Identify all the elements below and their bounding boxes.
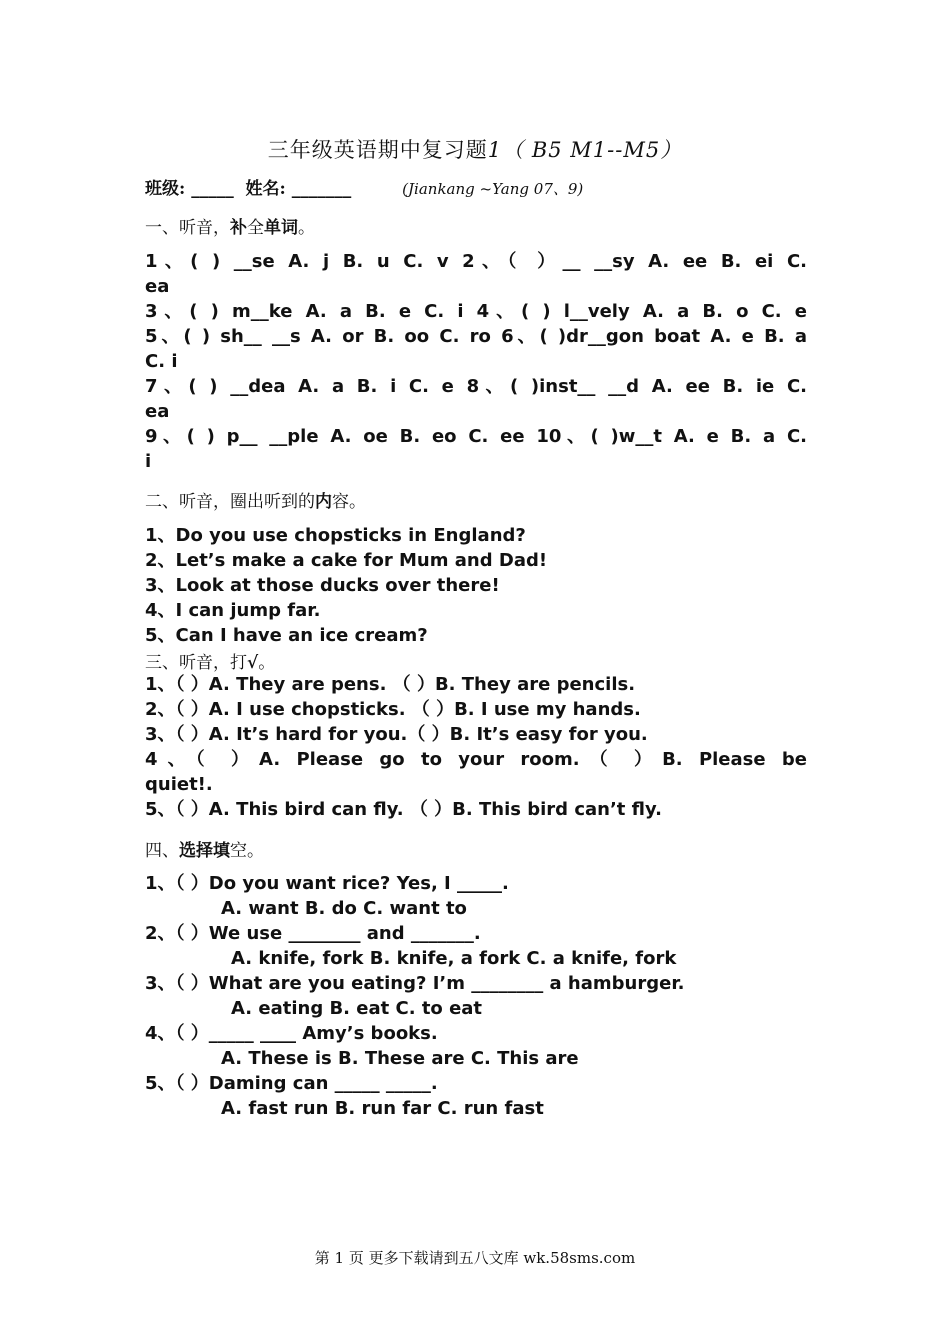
question-line: 1、（ ）A. They are pens. （ ）B. They are pencils.: [145, 674, 636, 695]
name-label: 姓名: _______: [245, 179, 352, 199]
question-line: 9、( ) p__ __ple A. oe B. eo C. ee 10、( )w__t A. e B. a C.: [145, 426, 807, 447]
class-label: 班级: _____: [145, 179, 234, 199]
question-line: 2、（ ）We use ________ and _______.: [145, 923, 481, 944]
section-4-questions: [145, 871, 807, 1121]
question-line: ea: [145, 276, 170, 297]
section-2-heading: 二、听音，圈出听到的内容。: [145, 492, 366, 512]
question-line: 4、（ ）A. Please go to your room.（ ）B. Please be: [145, 749, 807, 770]
sentence-line: 4、I can jump far.: [145, 600, 321, 621]
question-line: 2、（ ）A. I use chopsticks. （ ）B. I use my hands.: [145, 699, 641, 720]
question-line: 3、( ) m__ke A. a B. e C. i 4、( ) l__vely A. a B. o C. e: [145, 301, 807, 322]
page-title: 三年级英语期中复习题1（ B5 M1--M5）: [267, 138, 683, 162]
question-line: 4、（ ）_____ ____ Amy’s books.: [145, 1023, 438, 1044]
question-line: ea: [145, 401, 170, 422]
student-info-line: [145, 174, 583, 199]
section-1-questions: [145, 249, 807, 474]
options-line: A. fast run B. run far C. run fast: [221, 1098, 544, 1119]
question-line: 3、（ ）What are you eating? I’m ________ a hamburger.: [145, 973, 685, 994]
question-line: 1、（ ）Do you want rice? Yes, I _____.: [145, 873, 509, 894]
sentence-line: 3、Look at those ducks over there!: [145, 575, 500, 596]
question-line: 5、（ ）A. This bird can fly. （ ）B. This bird can’t fly.: [145, 799, 662, 820]
options-line: A. knife, fork B. knife, a fork C. a knife, fork: [231, 948, 677, 969]
question-line: quiet!.: [145, 774, 213, 795]
section-3-heading: 三、听音，打√。: [145, 653, 276, 673]
sentence-line: 1、Do you use chopsticks in England?: [145, 525, 526, 546]
options-line: A. These is B. These are C. This are: [221, 1048, 579, 1069]
sentence-line: 5、Can I have an ice cream?: [145, 625, 428, 646]
options-line: A. eating B. eat C. to eat: [231, 998, 483, 1019]
question-line: 5、（ ）Daming can _____ _____.: [145, 1073, 438, 1094]
question-line: 3、（ ）A. It’s hard for you.（ ）B. It’s easy for you.: [145, 724, 648, 745]
question-line: 5、( ) sh__ __s A. or B. oo C. ro 6、( )dr__gon boat A. e B. a: [145, 326, 807, 347]
author-signature: (Jiankang ~Yang 07、9): [402, 180, 584, 198]
question-line: 7、( ) __dea A. a B. i C. e 8、( )inst__ __d A. ee B. ie C.: [145, 376, 807, 397]
question-line: 1、( ) __se A. j B. u C. v 2、（ ）__ __sy A. ee B. ei C.: [145, 251, 807, 272]
question-line: i: [145, 451, 152, 472]
question-line: C. i: [145, 351, 178, 372]
page-footer: 第 1 页 更多下载请到五八文库 wk.58sms.com: [314, 1249, 636, 1267]
sentence-line: 2、Let’s make a cake for Mum and Dad!: [145, 550, 548, 571]
section-1-heading: 一、听音，补全单词。: [145, 218, 315, 238]
options-line: A. want B. do C. want to: [221, 898, 467, 919]
section-2-sentences: [145, 523, 807, 648]
section-4-heading: 四、选择填空。: [145, 841, 264, 861]
section-3-questions: [145, 672, 807, 822]
